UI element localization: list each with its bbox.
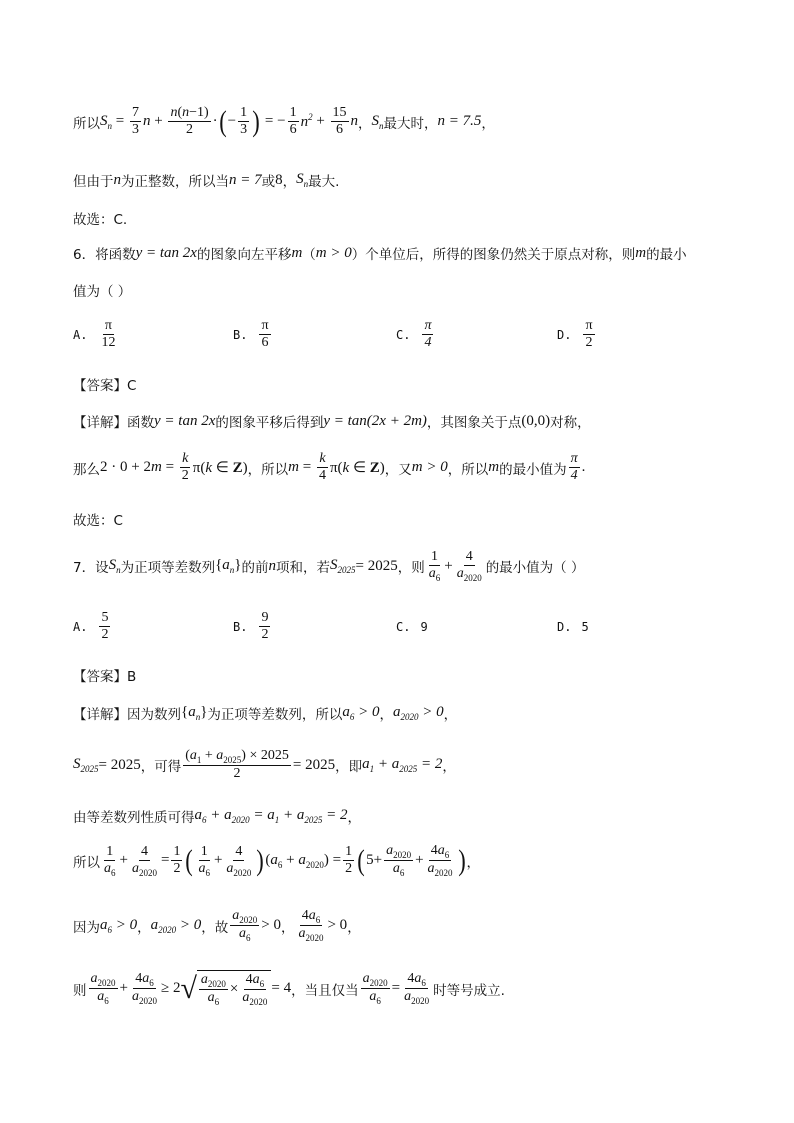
q6-option-b[interactable]: B. $\frac{\pi}{6}$	[233, 318, 269, 351]
q7-detail-4: 所以 $\frac{1}{a_6}$ + $\frac{4}{a_{2020}}$ = $\frac{1}{2}$ ( $\frac{1}{a_6}$ + $\frac{4}{a_{2020}}$ ) $(a_6 + a_{2020})$ = $\frac{1}{2}$ ( 5+ $\frac{a_{2020}}{a_6}$ + $\frac{4a_6}{a_{2020}}$ ) ，	[73, 843, 481, 878]
q6-stem-2: 值为（ ）	[73, 284, 132, 300]
frac-1-3: $\frac{1}{3}$	[240, 105, 248, 138]
sqrt-sign: √ $\frac{a_{2020}}{a_6}$ × $\frac{4a_6}{a_{2020}}$	[180, 970, 271, 1007]
q7-option-a[interactable]: A. $\frac{5}{2}$	[73, 610, 109, 643]
text-max-when: 最大时，	[383, 115, 438, 132]
sum-formula-line: 所以 $S_n$ = $\frac{7}{3}$ n + $\frac{n(n-1)}{2}$ · ( − $\frac{1}{3}$ ) = − $\frac{1}{6}$ $n^2$ + $\frac{15}{6}$ n ， $S_n$ 最大时， n = 7.5 ，	[73, 104, 495, 138]
q6-options	[0, 318, 794, 358]
q7-detail-2: $S_{2025}$ = 2025 ，可得 $\frac{(a_1 + a_{2025}) \times 2025}{2}$ = 2025 ，即 $a_1 + a_{2025} = 2$ ，	[73, 748, 456, 782]
q7-options	[0, 610, 794, 650]
frac-7-3: $\frac{7}{3}$	[131, 105, 139, 138]
frac-n-n-1-2: $\frac{n(n-1)}{2}$	[170, 105, 209, 138]
q6-detail-1: 【详解】函数 y = tan 2x 的图象平移后得到 y = tan(2x + 2m) ，其图象关于点 (0,0) 对称，	[73, 412, 591, 431]
math-n75: n = 7.5	[437, 113, 482, 130]
q6-stem: 6．将函数 y = tan 2x 的图象向左平移 m （ m > 0 ）个单位后，所得的图象仍然关于原点对称，则 m 的最小	[73, 244, 687, 263]
choose-c-2: 故选：C	[73, 513, 123, 529]
q7-detail-5: 因为 $a_6 > 0$ ， $a_{2020} > 0$ ，故 $\frac{a_{2020}}{a_6}$ > 0 ， $\frac{4a_6}{a_{2020}}$ > 0 ，	[73, 908, 361, 943]
q7-detail-6: 则 $\frac{a_{2020}}{a_6}$ + $\frac{4a_6}{a_{2020}}$ ≥ 2 √ $\frac{a_{2020}}{a_6}$ × $\frac{4a_6}{a_{2020}}$ = 4 ，当且仅当 $\frac{a_{2020}}{a_6}$ = $\frac{4a_6}{a_{2020}}$ 时等号成立.	[73, 971, 505, 1007]
frac-1-6: $\frac{1}{6}$	[289, 105, 297, 138]
q7-option-c[interactable]: C. 9	[396, 620, 428, 634]
q7-option-d[interactable]: D. 5	[557, 620, 589, 634]
q6-option-a[interactable]: A. $\frac{\pi}{12}$	[73, 318, 116, 351]
choose-c-1: 故选：C.	[73, 212, 128, 228]
math-sn: $S_n$	[100, 112, 112, 131]
q7-answer: 【答案】B	[73, 669, 137, 685]
text-so: 所以	[73, 115, 100, 132]
q6-option-d[interactable]: D. $\frac{\pi}{2}$	[557, 318, 593, 351]
q7-detail-3: 由等差数列性质可得 $a_6 + a_{2020} = a_1 + a_{2025} = 2$ ，	[73, 807, 361, 826]
q7-detail-1: 【详解】因为数列 $\{a_n\}$ 为正项等差数列，所以 $a_6 > 0$ ， $a_{2020} > 0$ ，	[73, 704, 458, 723]
q6-option-c[interactable]: C. $\frac{\pi}{4}$	[396, 318, 432, 351]
q6-answer: 【答案】C	[73, 378, 137, 394]
integer-line: 但由于 n 为正整数，所以当 n = 7 或 8 ， $S_n$ 最大.	[73, 171, 340, 190]
q7-option-b[interactable]: B. $\frac{9}{2}$	[233, 610, 269, 643]
q6-detail-2: 那么 2 · 0 + 2m = $\frac{k}{2}$ π(k ∈ Z) ，所以 m = $\frac{k}{4}$ π(k ∈ Z) ，又 m > 0 ，所以 m 的最小值为 $\frac{\pi}{4}$ .	[73, 451, 586, 484]
q7-stem: 7．设 $S_n$ 为正项等差数列 $\{a_n\}$ 的前 n 项和，若 $S_{2025}$ = 2025 ，则 $\frac{1}{a_6}$ + $\frac{4}{a_{2020}}$ 的最小值为（ ）	[73, 549, 585, 583]
frac-15-6: $\frac{15}{6}$	[332, 105, 347, 138]
